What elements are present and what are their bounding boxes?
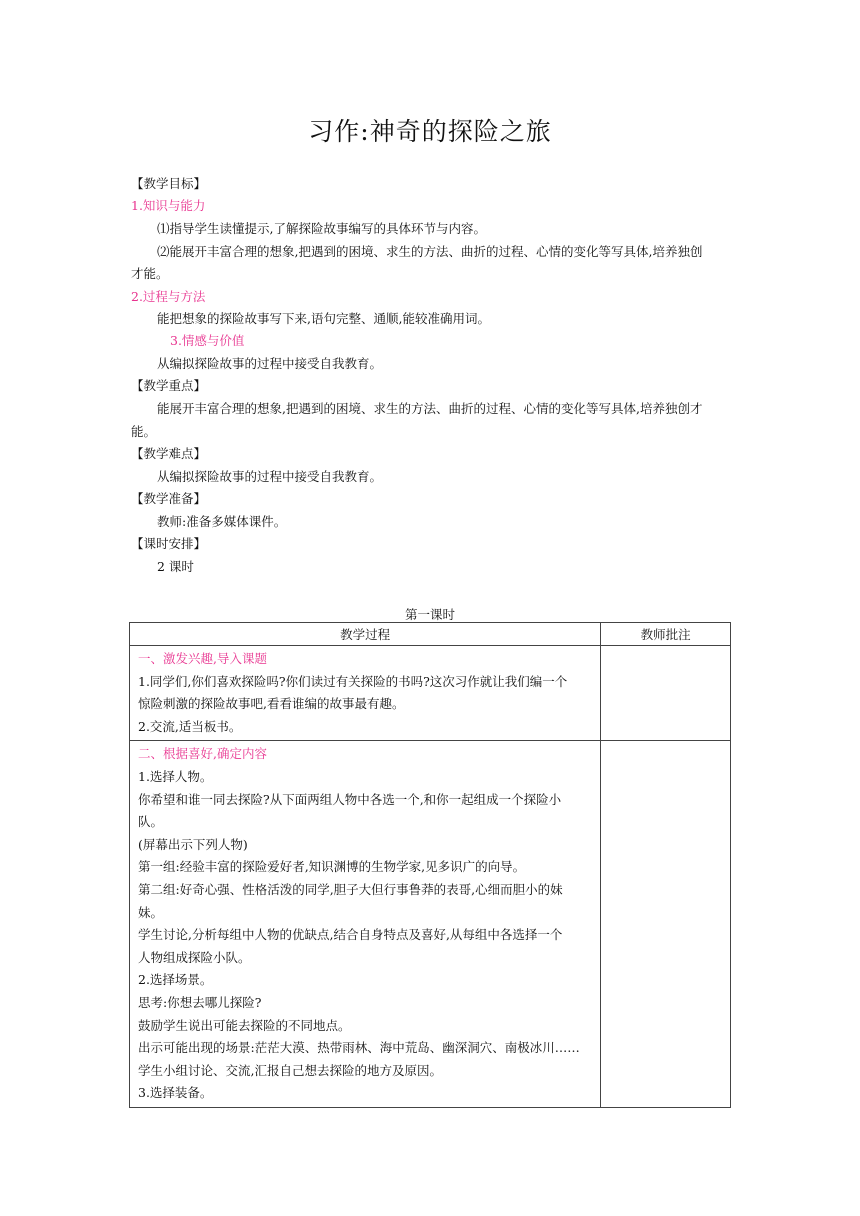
obj1-item1: ⑴指导学生读懂提示,了解探险故事编写的具体环节与内容。 [157, 221, 486, 236]
schedule-text: 2 课时 [157, 559, 194, 574]
row2-heading: 二、根据喜好,确定内容 [138, 746, 267, 762]
lesson-table [129, 622, 731, 1108]
obj2-header: 2.过程与方法 [131, 289, 206, 304]
column-header-notes: 教师批注 [601, 623, 731, 646]
table-line: 鼓励学生说出可能去探险的不同地点。 [138, 1017, 351, 1033]
difficulty-text: 从编拟探险故事的过程中接受自我教育。 [157, 469, 383, 484]
key-line1: 能展开丰富合理的想象,把遇到的困境、求生的方法、曲折的过程、心情的变化等写具体,培养独创才 [157, 401, 703, 416]
page-title: 习作:神奇的探险之旅 [308, 117, 552, 146]
table-line: 人物组成探险小队。 [138, 949, 251, 965]
column-header-process: 教学过程 [130, 623, 601, 646]
table-line: 3.选择装备。 [138, 1085, 213, 1101]
table-line: 惊险刺激的探险故事吧,看看谁编的故事最有趣。 [138, 696, 405, 712]
table-line: 1.选择人物。 [138, 768, 213, 784]
row1-heading: 一、激发兴趣,导入课题 [138, 651, 267, 666]
table-caption: 第一课时 [404, 607, 455, 622]
obj3-header: 3.情感与价值 [170, 333, 245, 348]
key-line2: 能。 [131, 424, 157, 439]
table-line: 1.同学们,你们喜欢探险吗?你们读过有关探险的书吗?这次习作就让我们编一个 [138, 673, 568, 689]
notes-cell [601, 741, 731, 1108]
prep-header: 【教学准备】 [131, 491, 207, 506]
process-cell [130, 646, 601, 741]
table-line: 第二组:好奇心强、性格活泼的同学,胆子大但行事鲁莽的表哥,心细而胆小的妹 [138, 881, 563, 897]
table-line: 学生小组讨论、交流,汇报自己想去探险的地方及原因。 [138, 1062, 442, 1078]
obj1-item2-line2: 才能。 [131, 266, 169, 281]
table-line: 出示可能出现的场景:茫茫大漠、热带雨林、海中荒岛、幽深洞穴、南极冰川…… [138, 1040, 580, 1056]
table-line: 第一组:经验丰富的探险爱好者,知识渊博的生物学家,见多识广的向导。 [138, 859, 526, 875]
difficulty-header: 【教学难点】 [131, 446, 207, 461]
schedule-header: 【课时安排】 [131, 536, 207, 551]
process-cell [130, 741, 601, 1108]
table-line: 你希望和谁一同去探险?从下面两组人物中各选一个,和你一起组成一个探险小 [138, 791, 562, 807]
table-row [130, 741, 731, 1108]
prep-text: 教师:准备多媒体课件。 [157, 514, 287, 529]
table-line: 学生讨论,分析每组中人物的优缺点,结合自身特点及喜好,从每组中各选择一个 [138, 927, 563, 943]
table-line: (屏幕出示下列人物) [138, 836, 248, 852]
obj3-text: 从编拟探险故事的过程中接受自我教育。 [157, 356, 383, 371]
obj1-header: 1.知识与能力 [131, 198, 206, 213]
table-line: 思考:你想去哪儿探险? [138, 994, 262, 1010]
table-line: 2.选择场景。 [138, 972, 213, 988]
table-row [130, 646, 731, 741]
objectives-header: 【教学目标】 [131, 176, 207, 191]
table-line: 2.交流,适当板书。 [138, 718, 242, 734]
obj2-text: 能把想象的探险故事写下来,语句完整、通顺,能较准确用词。 [157, 311, 490, 326]
notes-cell [601, 646, 731, 741]
table-line: 队。 [138, 814, 164, 830]
table-header-row [130, 623, 731, 646]
key-header: 【教学重点】 [131, 378, 207, 393]
table-line: 妹。 [138, 904, 164, 920]
obj1-item2-line1: ⑵能展开丰富合理的想象,把遇到的困境、求生的方法、曲折的过程、心情的变化等写具体,培养独创 [157, 244, 703, 259]
